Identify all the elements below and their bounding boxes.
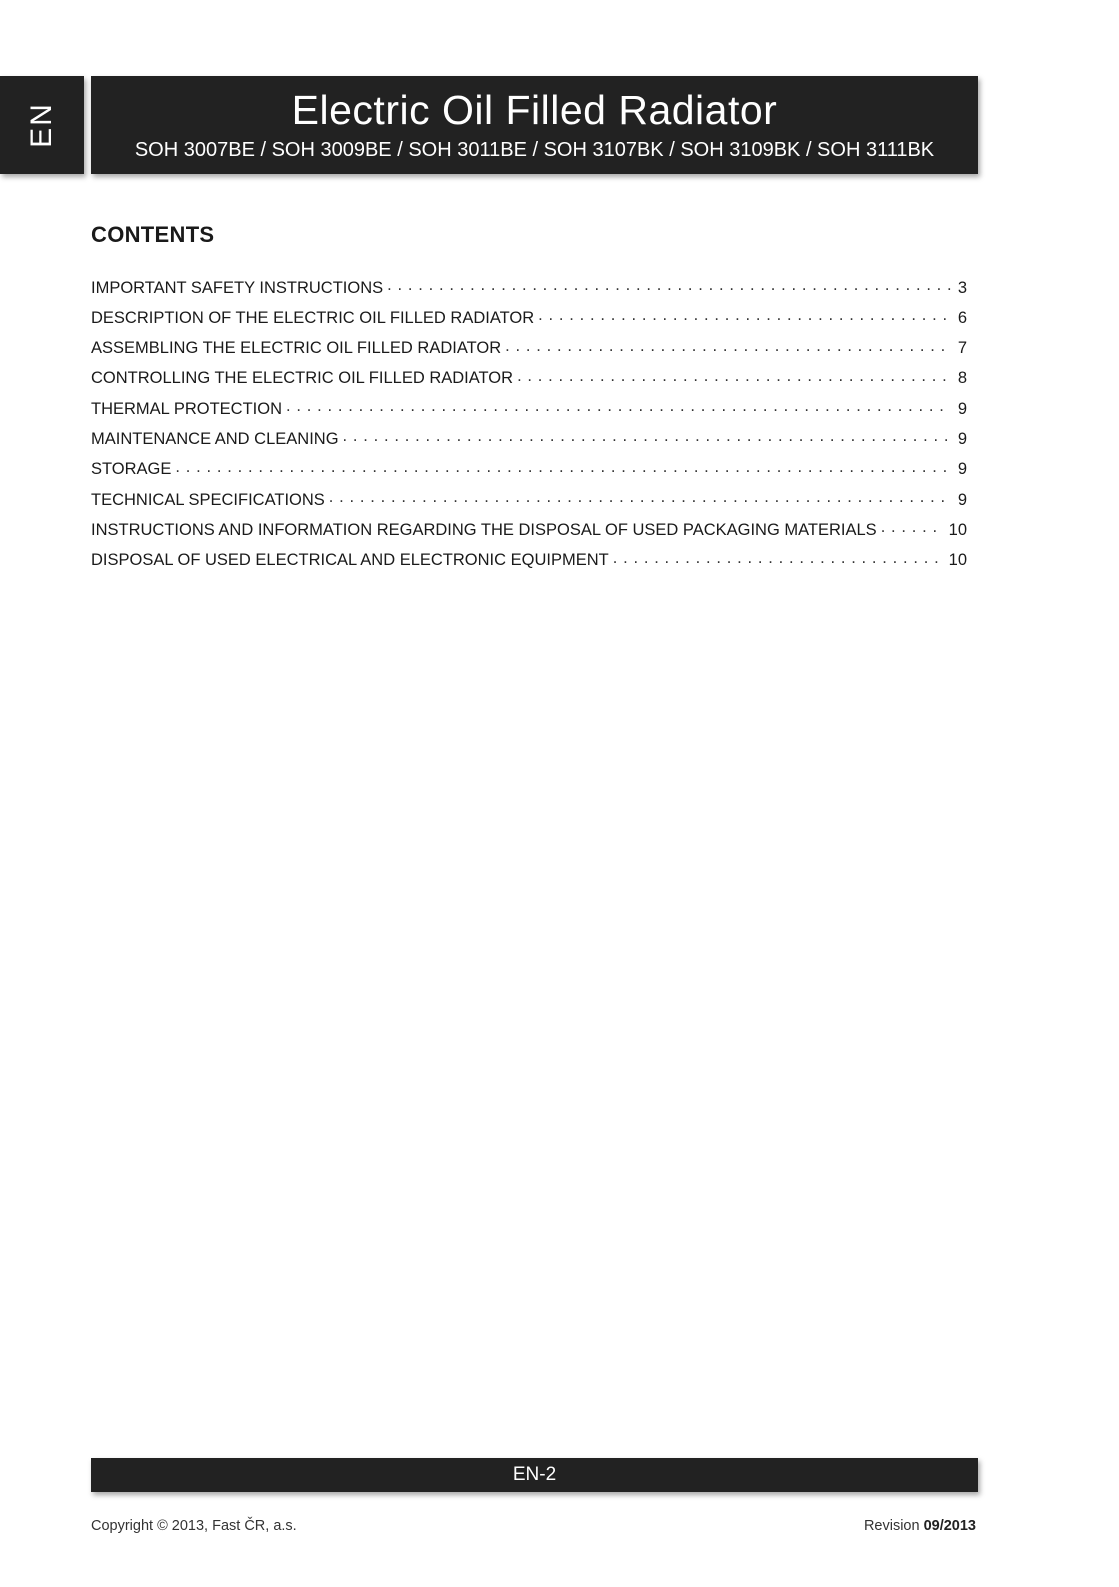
revision-value: 09/2013 [923,1518,976,1534]
toc-entry-title: DESCRIPTION OF THE ELECTRIC OIL FILLED RADIATOR [91,308,535,327]
toc-entry-page: 9 [957,429,967,448]
toc-dot-leader [387,276,951,293]
toc-entry-title: TECHNICAL SPECIFICATIONS [91,490,325,509]
toc-entry-page: 10 [948,520,967,539]
toc-entry[interactable] [91,458,967,488]
language-code: EN [25,102,58,148]
toc-entry-page: 9 [957,460,967,479]
toc-dot-leader [613,549,943,566]
toc-entry-title: ASSEMBLING THE ELECTRIC OIL FILLED RADIATOR [91,339,502,358]
toc-entry-title: DISPOSAL OF USED ELECTRICAL AND ELECTRONIC EQUIPMENT [91,551,609,570]
title-banner [91,76,978,174]
toc-dot-leader [286,397,951,414]
toc-entry-page: 9 [957,399,967,418]
toc-entry-page: 3 [957,278,967,297]
document-title: Electric Oil Filled Radiator [291,87,778,133]
table-of-contents [91,276,967,579]
toc-dot-leader [881,518,943,535]
toc-entry[interactable] [91,337,967,367]
toc-dot-leader [505,337,951,354]
toc-entry[interactable] [91,518,967,548]
contents-heading: CONTENTS [91,222,215,247]
toc-entry-title: STORAGE [91,460,172,479]
toc-entry-title: CONTROLLING THE ELECTRIC OIL FILLED RADIATOR [91,369,514,388]
toc-entry[interactable] [91,367,967,397]
revision-label: Revision [863,1518,920,1534]
revision-info [864,1518,976,1534]
page-number-bar [91,1458,978,1492]
toc-dot-leader [538,306,951,323]
toc-entry-page: 7 [957,339,967,358]
toc-entry-title: THERMAL PROTECTION [91,399,282,418]
toc-dot-leader [329,488,951,505]
page-number: EN-2 [512,1464,557,1485]
toc-entry-title: IMPORTANT SAFETY INSTRUCTIONS [91,278,384,297]
toc-entry-title: MAINTENANCE AND CLEANING [91,429,339,448]
language-tab [0,76,84,174]
toc-entry[interactable] [91,306,967,336]
toc-entry-page: 6 [957,308,967,327]
toc-entry-title: INSTRUCTIONS AND INFORMATION REGARDING THE DISPOSAL OF USED PACKAGING MATERIALS [91,520,877,539]
copyright-notice: Copyright © 2013, Fast ČR, a.s. [91,1518,297,1534]
toc-entry[interactable] [91,397,967,427]
toc-dot-leader [175,458,951,475]
toc-entry[interactable] [91,276,967,306]
toc-dot-leader [343,427,951,444]
toc-entry[interactable] [91,427,967,457]
toc-entry[interactable] [91,549,967,579]
toc-entry-page: 8 [957,369,967,388]
model-list: SOH 3007BE / SOH 3009BE / SOH 3011BE / SOH 3107BK / SOH 3109BK / SOH 3111BK [134,139,935,161]
toc-entry[interactable] [91,488,967,518]
toc-dot-leader [517,367,951,384]
toc-entry-page: 9 [957,490,967,509]
toc-entry-page: 10 [948,551,967,570]
